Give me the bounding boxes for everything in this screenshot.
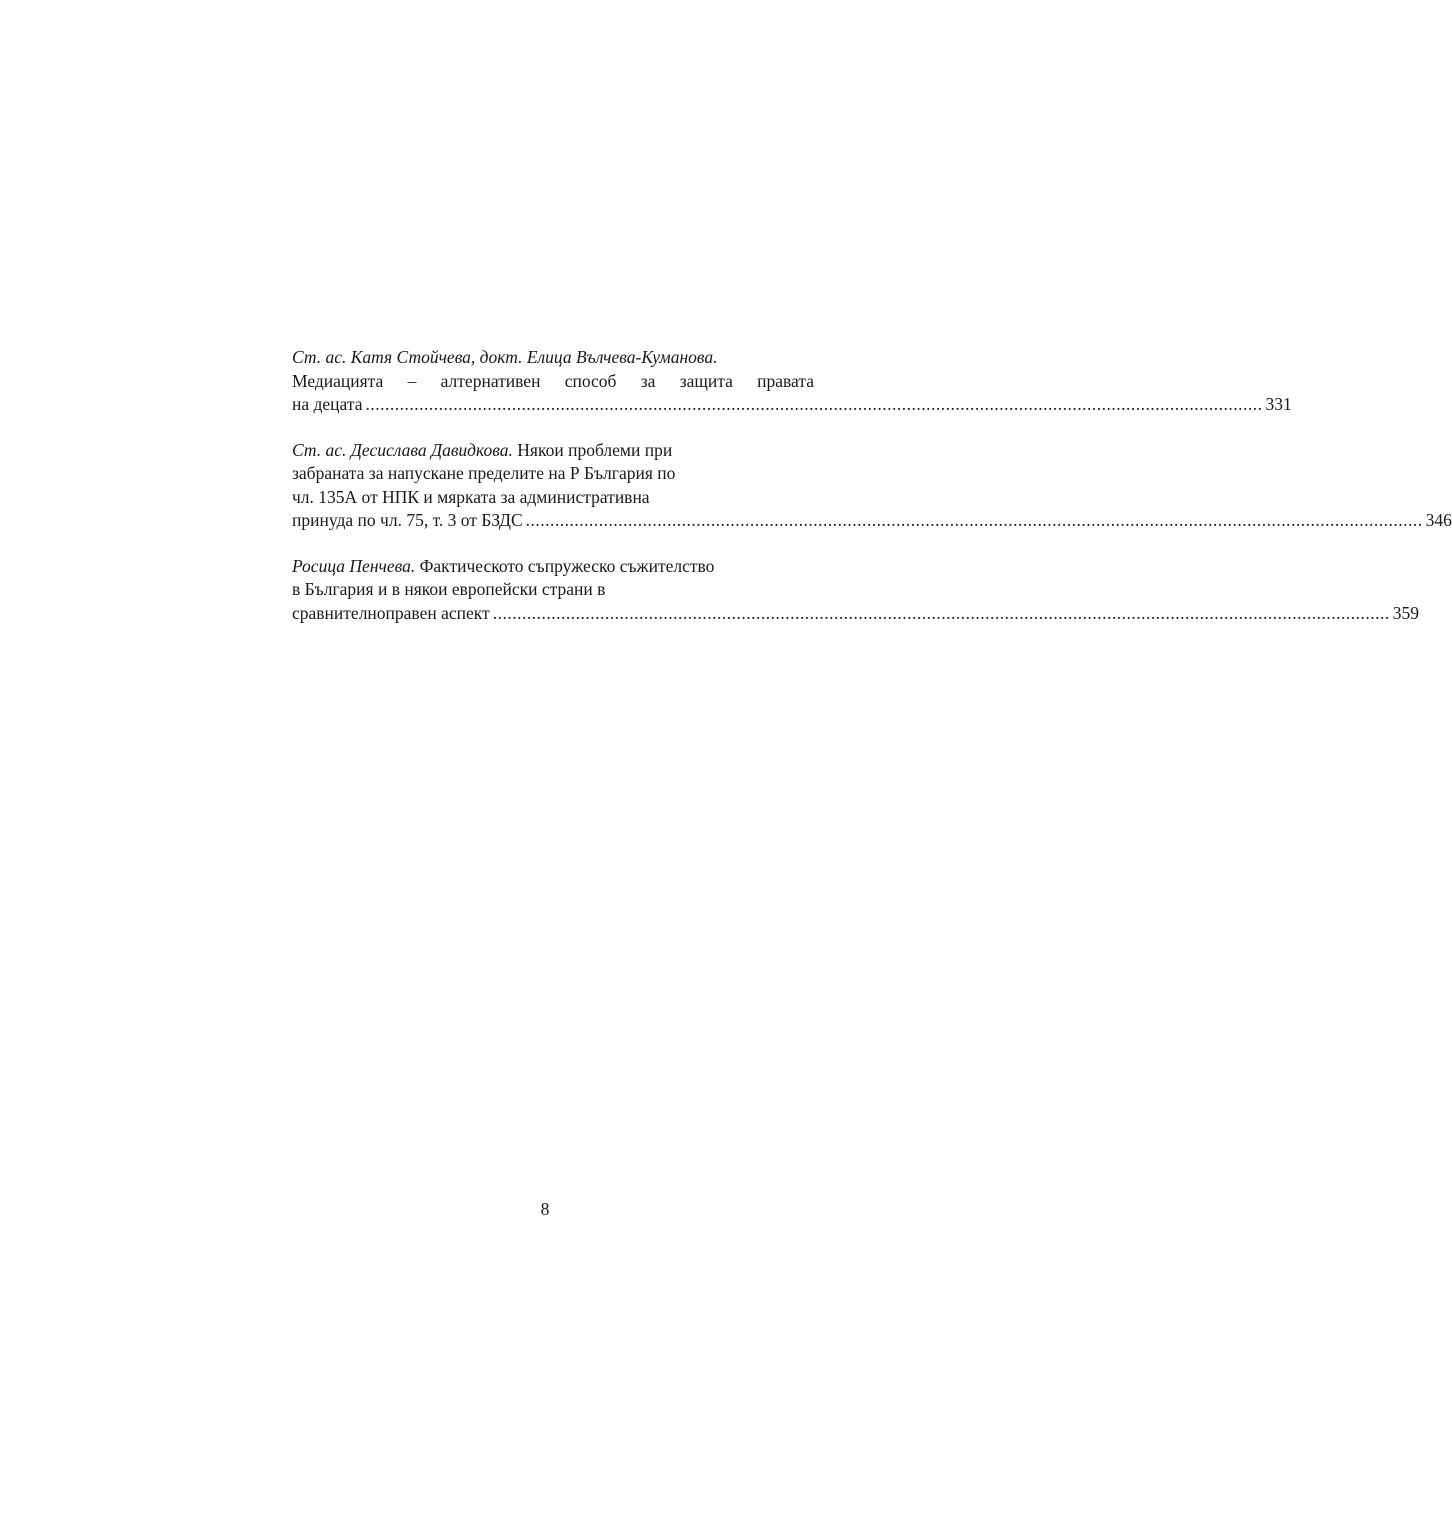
toc-entry (292, 346, 1292, 417)
toc-entry-last-line (292, 393, 1292, 417)
toc-entry (292, 439, 1452, 533)
toc-entry-author: Ст. ас. Десислава Давидкова. (292, 439, 513, 460)
toc-entry-title-line: сравнителноправен аспект (292, 602, 490, 623)
toc-entry-author: Росица Пенчева. (292, 555, 416, 576)
toc-entry-first-line (292, 439, 814, 463)
dot-leader: ........................................................................................................................................................................................ (365, 394, 1263, 414)
toc-entry-title-line: на децата (292, 394, 363, 414)
dot-leader: ........................................................................................................................................................................................ (525, 510, 1423, 530)
toc-entry-title-line: чл. 135А от НПК и мярката за административна (292, 486, 650, 507)
toc-entry-first-line (292, 555, 814, 579)
toc-entry-author: Ст. ас. Катя Стойчева, докт. Елица Вълчева-Куманова. (292, 347, 718, 367)
toc-entry-title-line: в България и в някои европейски страни в (292, 579, 606, 599)
toc-entry (292, 555, 1419, 626)
toc-entry-title-line: Медиацията – алтернативен способ за защита правата (292, 370, 814, 391)
table-of-contents (292, 346, 1452, 647)
page-number: 8 (540, 1199, 550, 1219)
dot-leader: ........................................................................................................................................................................................ (492, 602, 1390, 623)
toc-entry-title-line: Някои проблеми при (512, 439, 673, 460)
toc-entry-last-line (292, 509, 1452, 533)
toc-entry-page: 331 (1265, 394, 1292, 414)
toc-entry-title-line: Фактическото съпружеско съжителство (415, 555, 715, 576)
toc-entry-title-line: забраната за напускане пределите на Р България по (292, 463, 676, 483)
toc-entry-page: 346 (1425, 510, 1452, 530)
toc-entry-title-line: принуда по чл. 75, т. 3 от БЗДС (292, 510, 523, 530)
toc-entry-page: 359 (1392, 602, 1419, 623)
toc-entry-last-line (292, 602, 1419, 626)
